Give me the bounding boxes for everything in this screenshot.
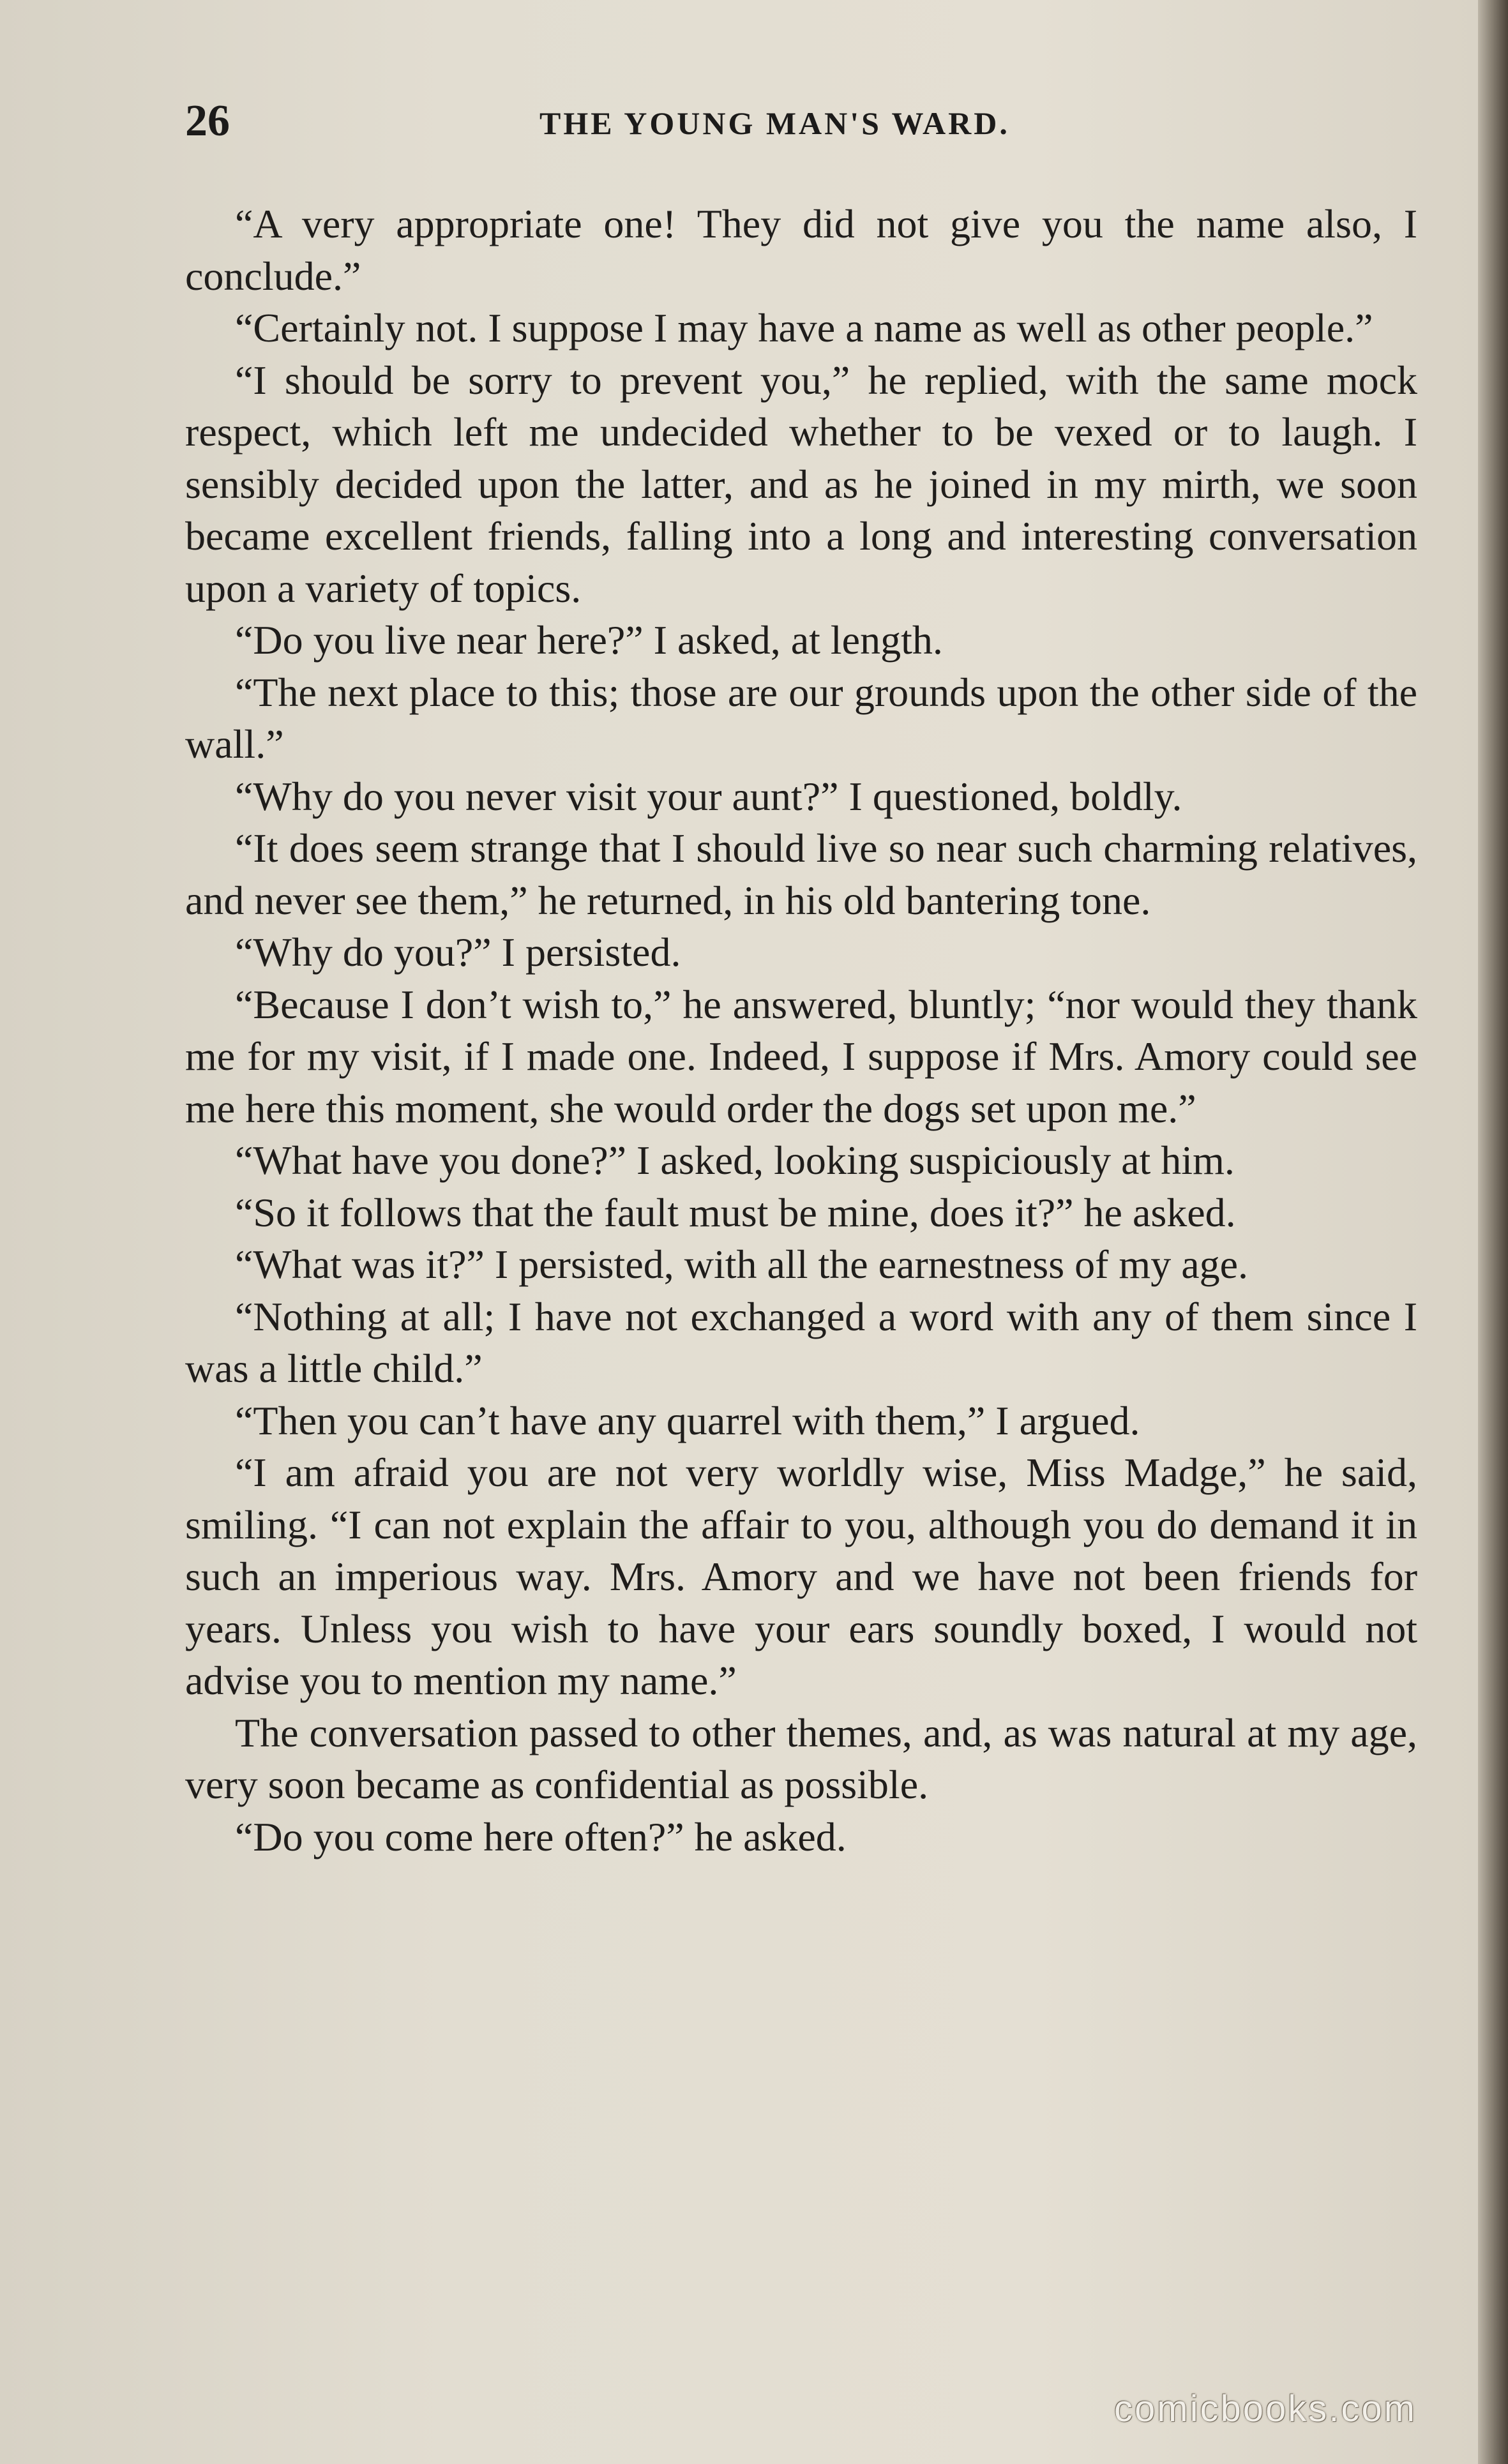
paragraph: “What have you done?” I asked, looking suspiciously at him. <box>235 1138 1235 1183</box>
paragraph: “Why do you never visit your aunt?” I questioned, boldly. <box>235 773 1182 819</box>
paragraph: “Why do you?” I persisted. <box>235 929 681 975</box>
paragraph: “It does seem strange that I should live so near such charming relatives, and never see them,” he returned, in his old bantering tone. <box>185 825 1417 923</box>
paragraph: “A very appropriate one! They did not give you the name also, I conclude.” <box>185 201 1417 299</box>
paragraph: “Nothing at all; I have not exchanged a word with any of them since I was a little child.” <box>185 1293 1417 1391</box>
paragraph: “Do you live near here?” I asked, at length. <box>235 617 943 663</box>
paragraph: “The next place to this; those are our grounds upon the other side of the wall.” <box>185 669 1417 767</box>
running-title: THE YOUNG MAN'S WARD. <box>539 105 1010 141</box>
page-header <box>185 89 1417 166</box>
paragraph: “I am afraid you are not very worldly wise, Miss Madge,” he said, smiling. “I can not explain the affair to you, although you do demand it in such an imperious way. Mrs. Amory and we have not been friends for years. Unless you wish to have your ears soundly boxed, I would not advise you to mention my name.” <box>185 1450 1417 1703</box>
watermark: comicbooks.com <box>1114 2388 1417 2430</box>
page-number: 26 <box>185 96 230 146</box>
body-text <box>185 198 1417 1863</box>
paragraph: “Certainly not. I suppose I may have a name as well as other people.” <box>235 305 1373 350</box>
paragraph: “Then you can’t have any quarrel with them,” I argued. <box>235 1397 1140 1443</box>
page-edge <box>1478 0 1508 2464</box>
paragraph: “Do you come here often?” he asked. <box>235 1814 847 1859</box>
paragraph: “Because I don’t wish to,” he answered, bluntly; “nor would they thank me for my visit, if I made one. Indeed, I suppose if Mrs. Amory could see me here this moment, she would order the dogs set upon me.” <box>185 981 1417 1131</box>
paragraph: The conversation passed to other themes, and, as was natural at my age, very soon became as confidential as possible. <box>185 1709 1417 1807</box>
paragraph: “What was it?” I persisted, with all the earnestness of my age. <box>235 1242 1248 1287</box>
paragraph: “I should be sorry to prevent you,” he replied, with the same mock respect, which left me undecided whether to be vexed or to laugh. I sensibly decided upon the latter, and as he joined in my mirth, we soon became excellent friends, falling into a long and interesting conversation upon a variety of topics. <box>185 357 1417 611</box>
paragraph: “So it follows that the fault must be mine, does it?” he asked. <box>235 1189 1236 1235</box>
